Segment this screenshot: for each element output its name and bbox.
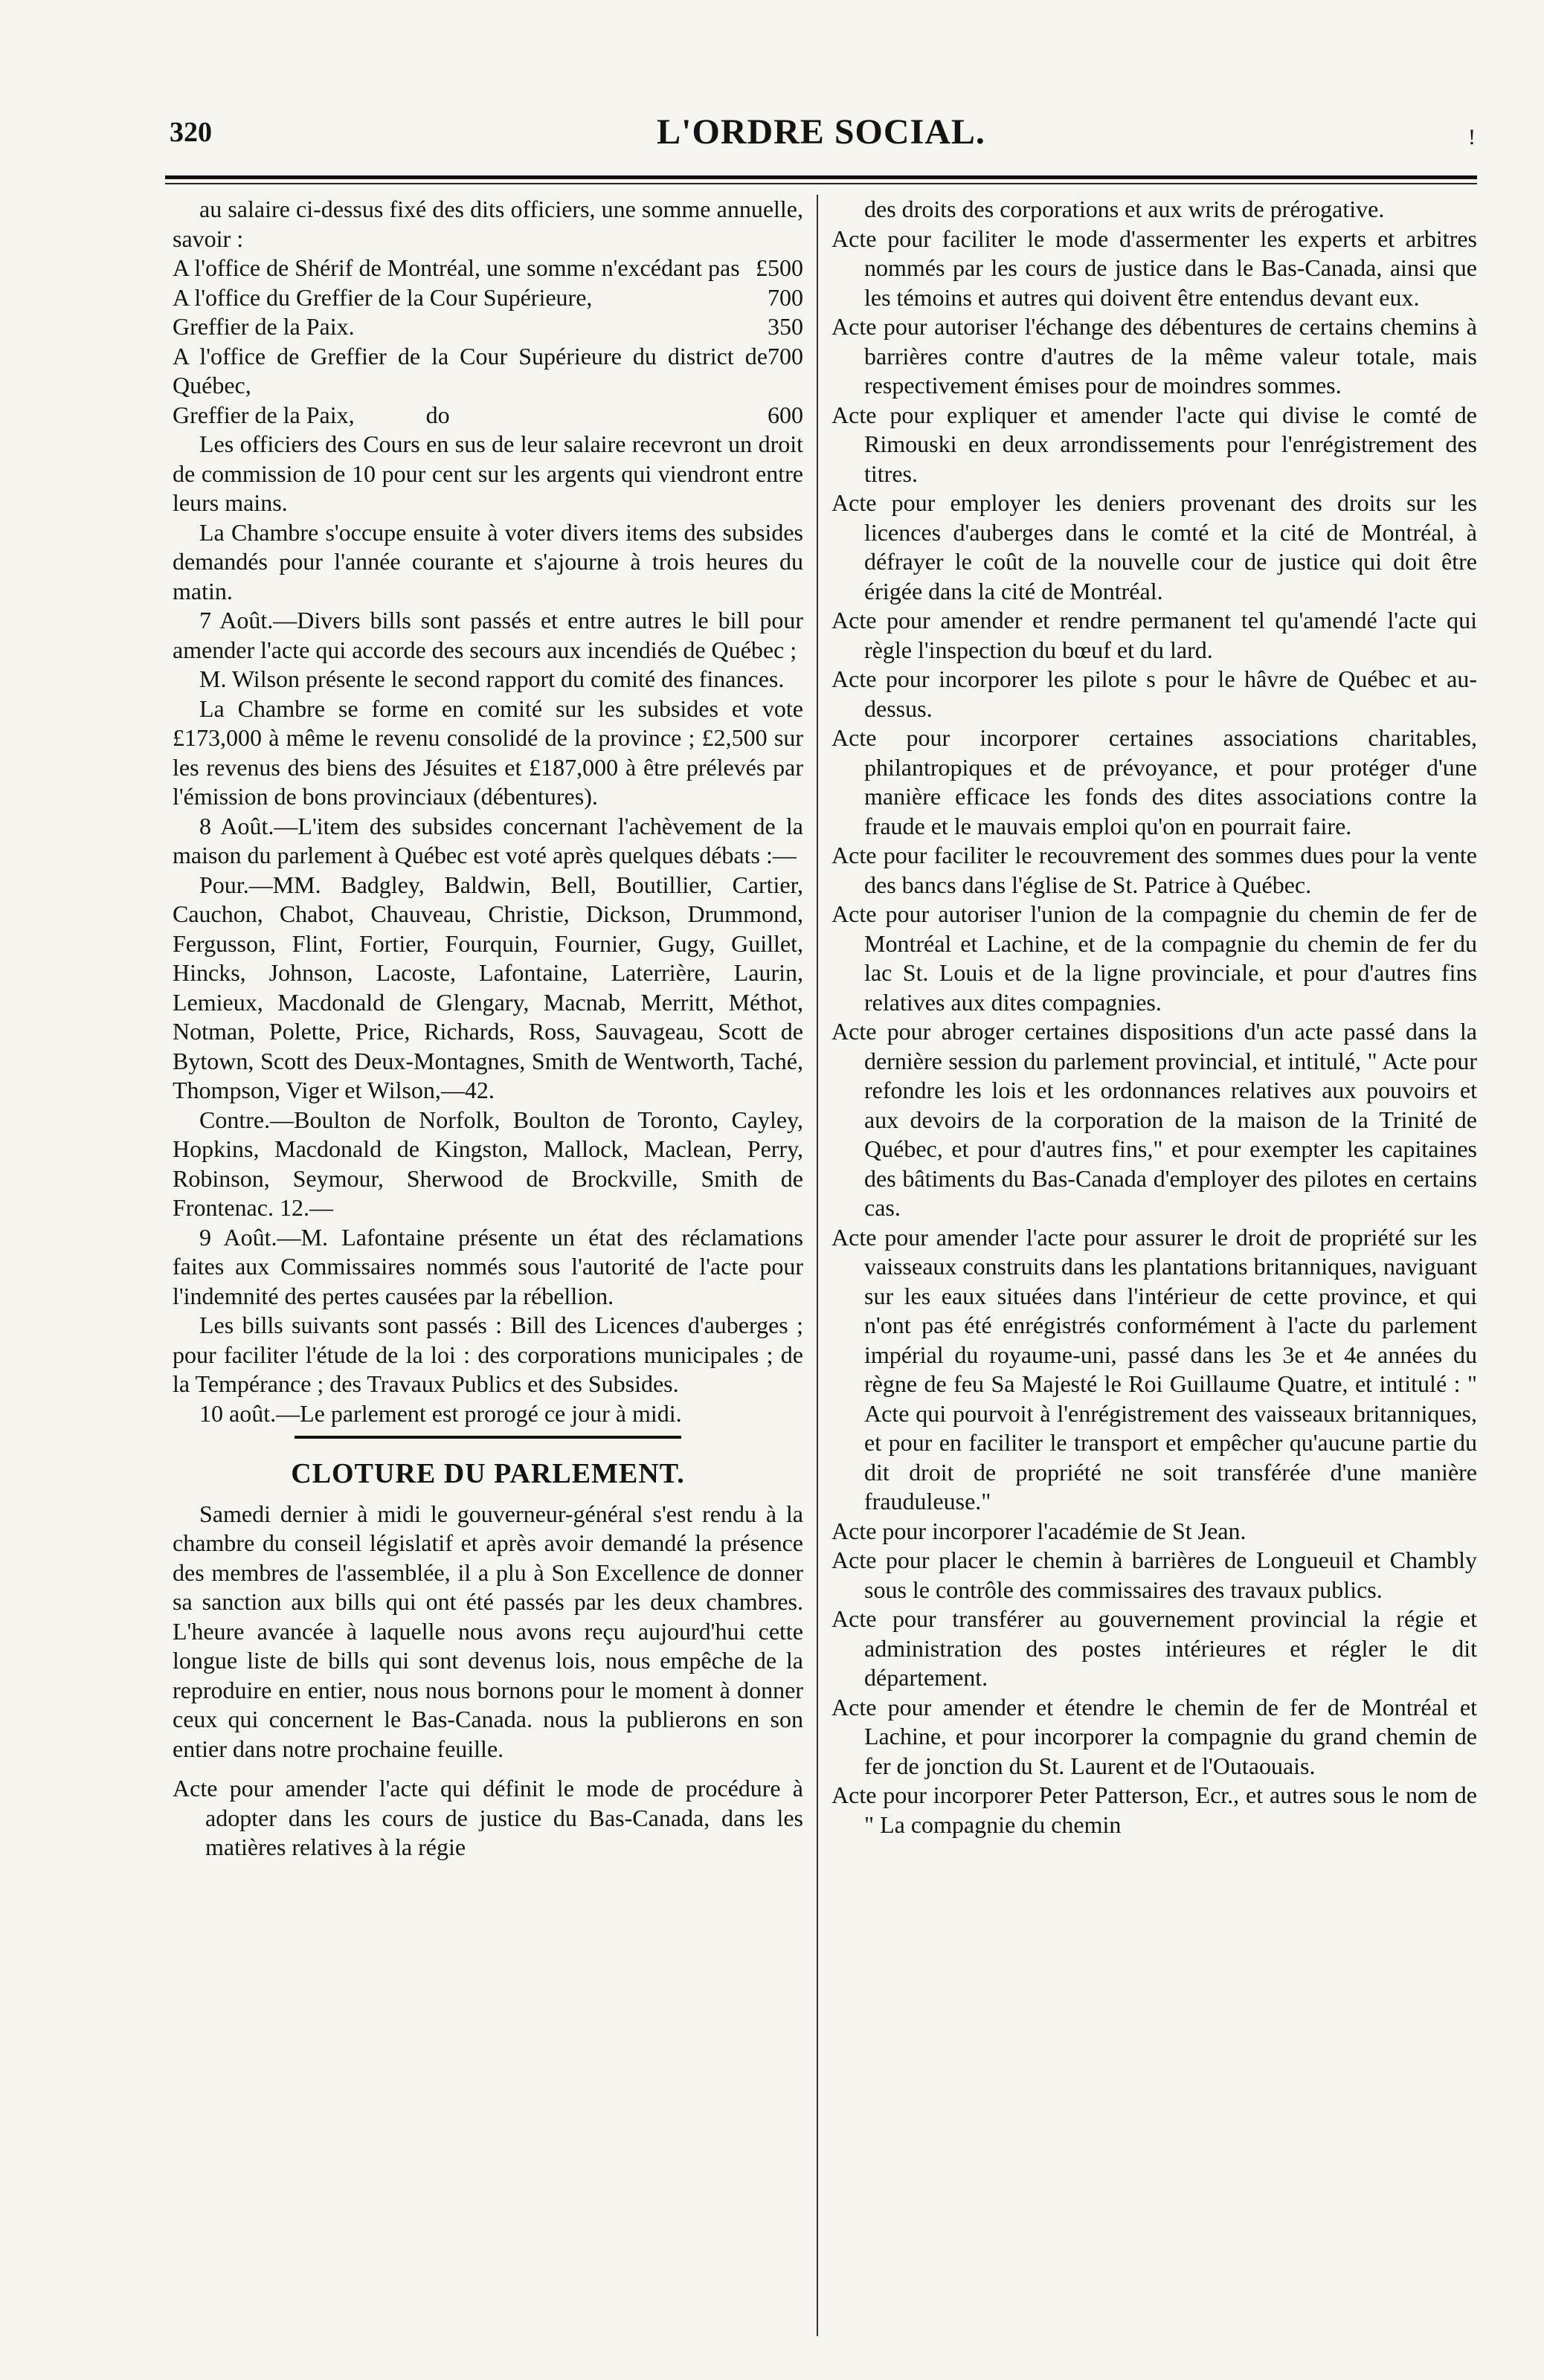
header-rule-thin: [165, 183, 1477, 184]
act-entry: Acte pour expliquer et amender l'acte qui divise le comté de Rimouski en deux arrondissements pour l'enrégistrement des titres.: [831, 401, 1477, 487]
paragraph: 7 Août.—Divers bills sont passés et entre autres le bill pour amender l'acte qui accorde des secours aux incendiés de Québec ;: [173, 607, 803, 663]
salary-row: [173, 401, 803, 430]
salary-label: A l'office de Greffier de la Cour Supérieure du district de Québec,: [173, 342, 768, 399]
salary-amount: 600: [768, 401, 803, 428]
salary-row: [173, 283, 803, 313]
act-entry: Acte pour amender et rendre permanent tel qu'amendé l'acte qui règle l'inspection du bœuf et du lard.: [831, 607, 1477, 663]
vote-for-list: Pour.—MM. Badgley, Baldwin, Bell, Boutillier, Cartier, Cauchon, Chabot, Chauveau, Christie, Dickson, Drummond, Fergusson, Flint, Fortier, Fourquin, Fournier, Gugy, Guillet, Hincks, Johnson, Lacoste, Lafontaine, Laterrière, Laurin, Lemieux, Macdonald de Glengary, Macnab, Merritt, Méthot, Notman, Polette, Price, Richards, Ross, Sauvageau, Scott de Bytown, Scott des Deux-Montagnes, Smith de Wentworth, Taché, Thompson, Viger et Wilson,—42.: [173, 871, 803, 1103]
act-entry: Acte pour amender l'acte pour assurer le droit de propriété sur les vaisseaux construits dans les plantations britanniques, naviguant sur les eaux situées dans l'intérieur de cette province, et qui n'ont pas été enrégistrés conformément à l'acte du parlement impérial du royaume-uni, passé dans les 3e et 4e années du règne de feu Sa Majesté le Roi Guillaume Quatre, et intitulé : " Acte qui pourvoit à l'enrégistrement des vaisseaux britanniques, et pour en faciliter le transport et empêcher qu'aucune partie du dit droit de propriété ne soit transférée d'une manière frauduleuse.": [831, 1223, 1477, 1515]
salary-row: [173, 254, 803, 283]
salary-row: [173, 342, 803, 401]
paragraph: Les officiers des Cours en sus de leur salaire recevront un droit de commission de 10 pour cent sur les argents qui viendront entre leurs mains.: [173, 430, 803, 516]
act-entry: Acte pour transférer au gouvernement provincial la régie et administration des postes intérieures et régler le dit département.: [831, 1605, 1477, 1691]
act-entry: Acte pour employer les deniers provenant des droits sur les licences d'auberges dans le comté et la cité de Montréal, à défrayer le coût de la nouvelle cour de justice qui doit être érigée dans la cité de Montréal.: [831, 489, 1477, 604]
running-title: L'ORDRE SOCIAL.: [657, 112, 985, 152]
continuation-text: des droits des corporations et aux writs de prérogative.: [864, 196, 1385, 222]
vote-against-list: Contre.—Boulton de Norfolk, Boulton de Toronto, Cayley, Hopkins, Macdonald de Kingston, Mallock, Maclean, Perry, Robinson, Seymour, Sherwood de Brockville, Smith de Frontenac. 12.—: [173, 1106, 803, 1221]
salary-label: Greffier de la Paix, do: [173, 401, 450, 428]
paragraph: La Chambre s'occupe ensuite à voter divers items des subsides demandés pour l'année courante et s'ajourne à trois heures du matin.: [173, 518, 803, 604]
paragraph: 9 Août.—M. Lafontaine présente un état des réclamations faites aux Commissaires nommés sous l'autorité de l'acte pour l'indemnité des pertes causées par la rébellion.: [173, 1223, 803, 1309]
act-entry: Acte pour abroger certaines dispositions d'un acte passé dans la dernière session du parlement provincial, et intitulé, " Acte pour refondre les lois et les ordonnances relatives aux pouvoirs et aux devoirs de la corporation de la maison de la Trinité de Québec, et pour d'autres fins," et pour exempter les capitaines des bâtiments du Bas-Canada d'employer des pilotes en certains cas.: [831, 1018, 1477, 1221]
section-heading: CLOTURE DU PARLEMENT.: [291, 1458, 685, 1489]
section-rule: [295, 1436, 681, 1439]
salary-intro: au salaire ci-dessus fixé des dits officiers, une somme annuelle, savoir :: [173, 196, 803, 252]
act-entry: Acte pour incorporer les pilote s pour le hâvre de Québec et au-dessus.: [831, 665, 1477, 722]
salary-row: [173, 312, 803, 342]
salary-label: Greffier de la Paix.: [173, 313, 355, 340]
act-entry: Acte pour incorporer Peter Patterson, Ecr., et autres sous le nom de " La compagnie du chemin: [831, 1781, 1477, 1838]
salary-amount: 700: [768, 342, 803, 370]
left-column: [173, 195, 803, 1863]
page-header: [167, 112, 1476, 171]
header-rule-thick: [165, 175, 1477, 179]
page-number: 320: [170, 117, 212, 148]
paragraph: 10 août.—Le parlement est prorogé ce jour à midi.: [199, 1399, 682, 1427]
salary-amount: £500: [756, 254, 803, 281]
salary-label: A l'office de Shérif de Montréal, une somme n'excédant pas: [173, 254, 740, 281]
corner-mark: !: [1468, 125, 1476, 149]
right-column: [831, 195, 1477, 1839]
salary-amount: 350: [768, 313, 803, 340]
closing-paragraph: Samedi dernier à midi le gouverneur-général s'est rendu à la chambre du conseil législatif et après avoir demandé la présence des membres de l'assemblée, il a plu à Son Excellence de donner sa sanction aux bills qui ont été passés par les deux chambres. L'heure avancée à laquelle nous avons reçu aujourd'hui cette longue liste de bills qui sont devenus lois, nous empêche de la reproduire en entier, nous nous bornons pour le moment à donner ceux qui concernent le Bas-Canada. nous la publierons en son entier dans notre prochaine feuille.: [173, 1500, 803, 1762]
act-entry: Acte pour faciliter le recouvrement des sommes dues pour la vente des bancs dans l'église de St. Patrice à Québec.: [831, 842, 1477, 898]
act-entry: Acte pour faciliter le mode d'assermenter les experts et arbitres nommés par les cours de justice dans le Bas-Canada, ainsi que les témoins et autres qui doivent être entendus devant eux.: [831, 225, 1477, 311]
act-entry: Acte pour amender l'acte qui définit le mode de procédure à adopter dans les cours de justice du Bas-Canada, dans les matières relatives à la régie: [173, 1775, 803, 1860]
act-entry: Acte pour placer le chemin à barrières de Longueuil et Chambly sous le contrôle des commissaires des travaux publics.: [831, 1547, 1477, 1603]
act-entry: Acte pour incorporer certaines associations charitables, philantropiques et de prévoyance, et pour protéger d'une manière efficace les fonds des dites associations contre la fraude et le mauvais emploi qu'on en pourrait faire.: [831, 724, 1477, 839]
paragraph: M. Wilson présente le second rapport du comité des finances.: [199, 665, 785, 692]
act-entry: Acte pour autoriser l'union de la compagnie du chemin de fer de Montréal et Lachine, et de la compagnie du chemin de fer du lac St. Louis et de la ligne provinciale, et pour d'autres fins relatives aux dites compagnies.: [831, 900, 1477, 1016]
column-divider: [817, 195, 818, 2336]
act-entry: Acte pour autoriser l'échange des débentures de certains chemins à barrières contre d'autres de la même valeur totale, mais respectivement émises pour de moindres sommes.: [831, 313, 1477, 399]
act-entry: Acte pour amender et étendre le chemin de fer de Montréal et Lachine, et pour incorporer la compagnie du grand chemin de fer de jonction du St. Laurent et de l'Outaouais.: [831, 1693, 1477, 1779]
salary-label: A l'office du Greffier de la Cour Supérieure,: [173, 283, 593, 311]
paragraph: 8 Août.—L'item des subsides concernant l'achèvement de la maison du parlement à Québec est voté après quelques débats :—: [173, 812, 803, 868]
salary-amount: 700: [768, 283, 803, 311]
act-entry: Acte pour incorporer l'académie de St Jean.: [831, 1517, 1247, 1544]
paragraph: Les bills suivants sont passés : Bill des Licences d'auberges ; pour faciliter l'étude de la loi : des corporations municipales ; de la Tempérance ; des Travaux Publics et des Subsides.: [173, 1312, 803, 1397]
paragraph: La Chambre se forme en comité sur les subsides et vote £173,000 à même le revenu consolidé de la province ; £2,500 sur les revenus des biens des Jésuites et £187,000 à être prélevés par l'émission de bons provinciaux (débentures).: [173, 694, 803, 810]
